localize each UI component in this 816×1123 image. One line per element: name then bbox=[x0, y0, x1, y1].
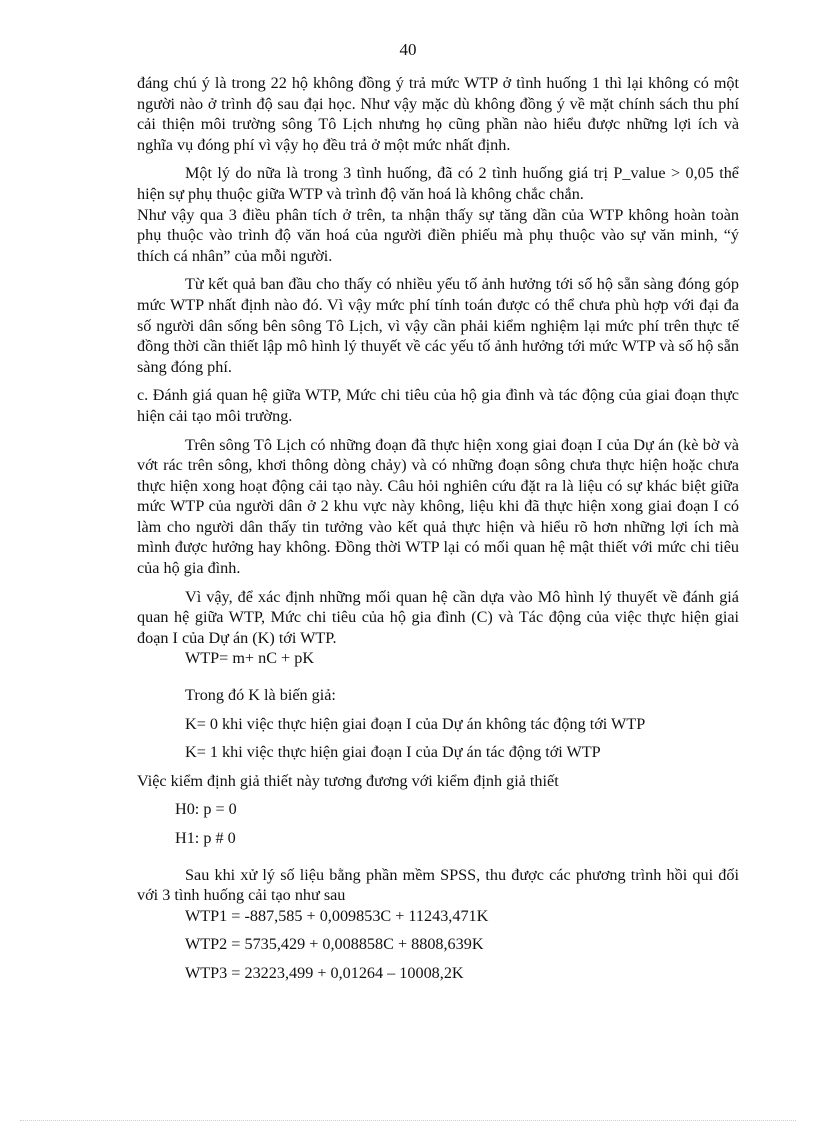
paragraph-3: Như vậy qua 3 điều phân tích ở trên, ta nhận thấy sự tăng dần của WTP không hoàn toàn phụ thuộc vào trình độ văn hoá của người điền phiếu mà phụ thuộc vào sự văn minh, “ý thích cá nhân” của mỗi người. bbox=[137, 205, 739, 265]
page-number: 40 bbox=[399, 40, 417, 59]
paragraph-5: Trên sông Tô Lịch có những đoạn đã thực hiện xong giai đoạn I của Dự án (kè bờ và vớt rác trên sông, khơi thông dòng chảy) và có những đoạn sông chưa thực hiện hoặc chưa thực hiện xong hoạt động cải tạo này. Câu hỏi nghiên cứu đặt ra là liệu có sự khác biệt giữa mức WTP của người dân ở 2 khu vực này không, liệu khi đã thực hiện xong giai đoạn I có làm cho người dân thấy tin tưởng vào kết quả thực hiện và hiểu rõ hơn những lợi ích mà mình được hưởng hay không. Đồng thời WTP lại có mối quan hệ mật thiết với mức chi tiêu của hộ gia đình. bbox=[137, 435, 739, 578]
regression-equation-3: WTP3 = 23223,499 + 0,01264 – 10008,2K bbox=[185, 963, 464, 982]
hypothesis-h0: H0: p = 0 bbox=[175, 800, 237, 819]
hypothesis-h1: H1: p # 0 bbox=[175, 829, 236, 847]
dummy-k0-definition: K= 0 khi việc thực hiện giai đoạn I của Dự án không tác động tới WTP bbox=[185, 714, 646, 733]
paragraph-4: Từ kết quả ban đầu cho thấy có nhiều yếu tố ảnh hưởng tới số hộ sẵn sàng đóng góp mức WTP nhất định nào đó. Vì vậy mức phí tính toán được có thể chưa phù hợp với đại đa số người dân sống bên sông Tô Lịch, vì vậy cần phải kiểm nghiệm lại mức phí trên thực tế đồng thời cần thiết lập mô hình lý thuyết về các yếu tố ảnh hưởng tới mức WTP và số hộ sẵn sàng đóng phí. bbox=[137, 275, 739, 376]
dummy-k1-definition: K= 1 khi việc thực hiện giai đoạn I của Dự án tác động tới WTP bbox=[185, 743, 601, 762]
section-heading-c: c. Đánh giá quan hệ giữa WTP, Mức chi tiêu của hộ gia đình và tác động của giai đoạn thực hiện cải tạo môi trường. bbox=[137, 386, 739, 425]
paragraph-6: Vì vậy, để xác định những mối quan hệ cần dựa vào Mô hình lý thuyết về đánh giá quan hệ giữa WTP, Mức chi tiêu của hộ gia đình (C) và Tác động của việc thực hiện giai đoạn I của Dự án (K) tới WTP. bbox=[137, 587, 739, 647]
document-body bbox=[137, 73, 739, 992]
hypothesis-intro: Việc kiểm định giả thiết này tương đương với kiểm định giả thiết bbox=[137, 771, 559, 790]
model-formula: WTP= m+ nC + pK bbox=[185, 649, 315, 668]
regression-equation-2: WTP2 = 5735,429 + 0,008858C + 8808,639K bbox=[185, 935, 484, 954]
page-bottom-divider bbox=[20, 1120, 796, 1121]
dummy-variable-intro: Trong đó K là biến giả: bbox=[185, 686, 336, 705]
paragraph-2: Một lý do nữa là trong 3 tình huống, đã có 2 tình huống giá trị P_value > 0,05 thể hiện sự phụ thuộc giữa WTP và trình độ văn hoá là không chắc chắn. bbox=[137, 164, 739, 203]
paragraph-7: Sau khi xử lý số liệu bằng phần mềm SPSS, thu được các phương trình hồi qui đối với 3 tình huống cải tạo như sau bbox=[137, 865, 739, 905]
paragraph-1: đáng chú ý là trong 22 hộ không đồng ý trả mức WTP ở tình huống 1 thì lại không có một người nào ở trình độ sau đại học. Như vậy mặc dù không đồng ý về mặt chính sách thu phí cải thiện môi trường sông Tô Lịch nhưng họ cũng phần nào hiểu được những lợi ích và nghĩa vụ đóng phí vì vậy họ đều trả ở một mức nhất định. bbox=[137, 74, 739, 154]
regression-equation-1: WTP1 = -887,585 + 0,009853C + 11243,471K bbox=[185, 906, 489, 925]
